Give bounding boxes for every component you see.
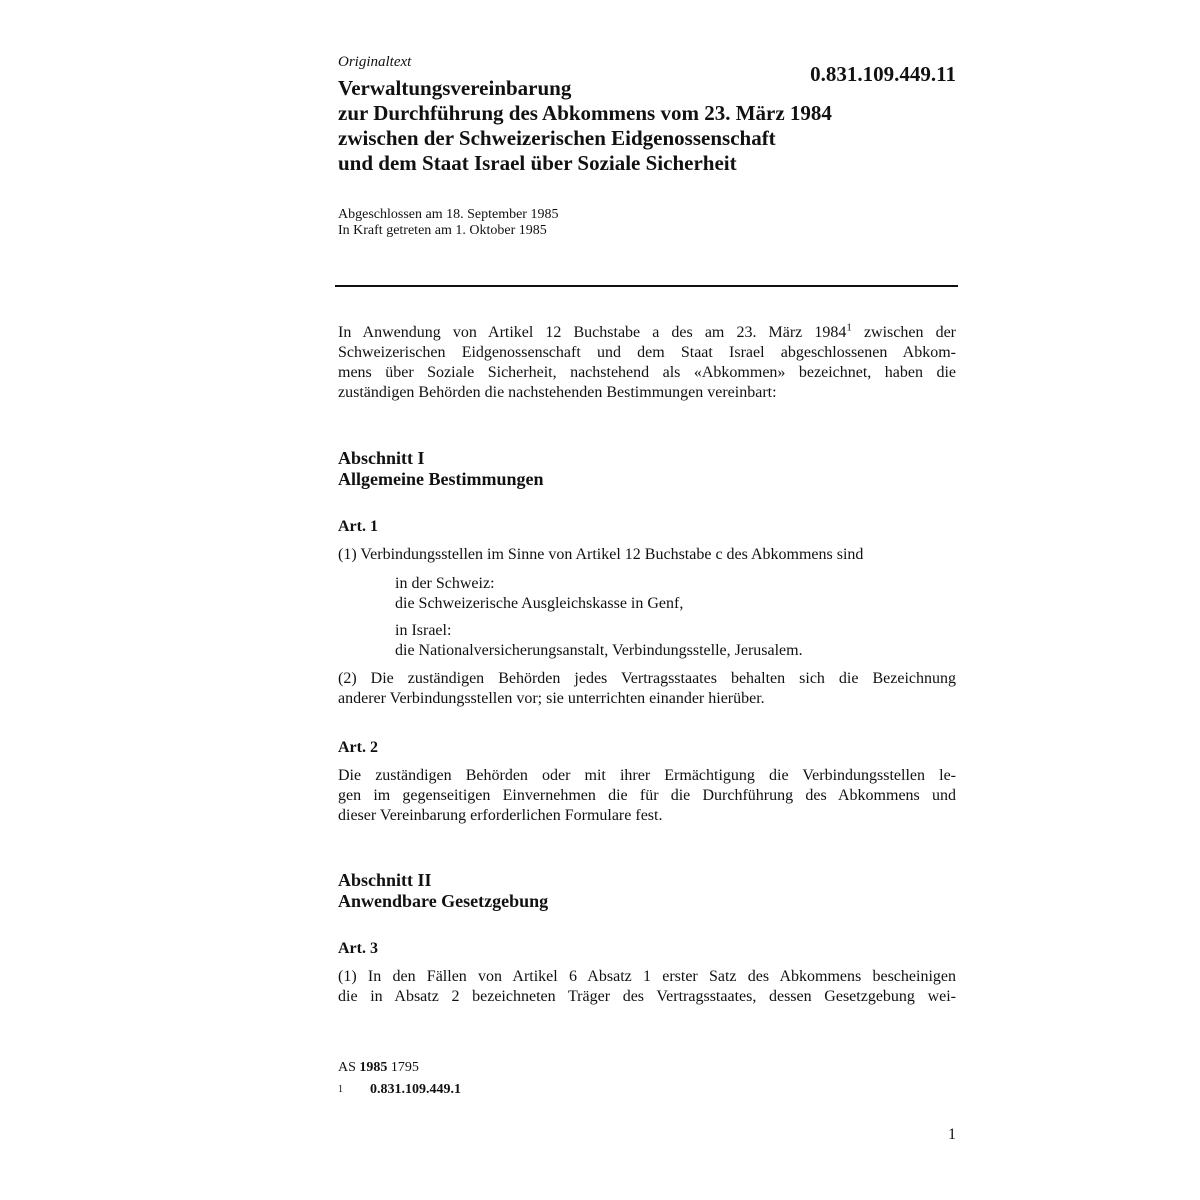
footnote-text[interactable]: 0.831.109.449.1	[370, 1082, 461, 1097]
article-2-text	[338, 766, 956, 826]
preamble-text: zwischen der	[851, 324, 956, 341]
liaison-country: in der Schweiz:	[395, 575, 495, 592]
paragraph-line: (1) Verbindungsstellen im Sinne von Artikel 12 Buchstabe c des Abkommens sind	[338, 546, 864, 563]
preamble-text: In Anwendung von Artikel 12 Buchstabe a des am 23. März 1984	[338, 324, 847, 341]
footnote	[338, 1081, 461, 1099]
title-line: und dem Staat Israel über Soziale Sicherheit	[338, 151, 737, 175]
liaison-switzerland	[395, 574, 683, 614]
section-2-heading	[338, 870, 548, 912]
section-title: Allgemeine Bestimmungen	[338, 469, 544, 489]
article-3-text	[338, 967, 956, 1007]
article-1-paragraph-2	[338, 669, 956, 709]
paragraph-line: (2) Die zuständigen Behörden jedes Vertragsstaates behalten sich die Bezeichnung	[338, 670, 956, 687]
as-prefix: AS	[338, 1060, 360, 1075]
document-title	[338, 76, 938, 176]
title-line: zur Durchführung des Abkommens vom 23. März 1984	[338, 101, 832, 125]
in-force-date: In Kraft getreten am 1. Oktober 1985	[338, 223, 547, 238]
title-line: zwischen der Schweizerischen Eidgenossenschaft	[338, 126, 776, 150]
paragraph-line: (1) In den Fällen von Artikel 6 Absatz 1 erster Satz des Abkommens bescheinigen	[338, 968, 956, 985]
paragraph-line: gen im gegenseitigen Einvernehmen die für die Durchführung des Abkommens und	[338, 787, 956, 804]
paragraph-line: dieser Vereinbarung erforderlichen Formulare fest.	[338, 807, 663, 824]
preamble-line: zuständigen Behörden die nachstehenden Bestimmungen vereinbart:	[338, 384, 777, 401]
page-number: 1	[948, 1126, 956, 1143]
liaison-office: die Nationalversicherungsanstalt, Verbindungsstelle, Jerusalem.	[395, 642, 803, 659]
concluded-date: Abgeschlossen am 18. September 1985	[338, 207, 559, 222]
section-1-heading	[338, 448, 543, 490]
footnote-mark: 1	[338, 1084, 343, 1095]
paragraph-line: anderer Verbindungsstellen vor; sie unterrichten einander hierüber.	[338, 690, 765, 707]
original-text-label: Originaltext	[338, 54, 412, 70]
header-divider	[335, 285, 958, 287]
liaison-israel	[395, 621, 803, 661]
preamble-line: Schweizerischen Eidgenossenschaft und dem Staat Israel abgeschlossenen Abkom-	[338, 344, 956, 361]
as-year: 1985	[359, 1060, 388, 1075]
section-title: Anwendbare Gesetzgebung	[338, 891, 549, 911]
footnote-reference[interactable]: 1	[846, 321, 852, 334]
section-number: Abschnitt I	[338, 448, 425, 468]
dates-block	[338, 207, 558, 239]
title-line: Verwaltungsvereinbarung	[338, 76, 572, 100]
as-page: 1795	[387, 1060, 419, 1075]
preamble-line: mens über Soziale Sicherheit, nachstehend als «Abkommen» bezeichnet, haben die	[338, 364, 956, 381]
article-1-paragraph-1	[338, 545, 956, 565]
preamble	[338, 323, 956, 403]
preamble-line	[338, 323, 956, 343]
paragraph-line: Die zuständigen Behörden oder mit ihrer Ermächtigung die Verbindungsstellen le-	[338, 767, 956, 784]
article-1-heading: Art. 1	[338, 518, 378, 535]
article-3-heading: Art. 3	[338, 940, 378, 957]
sr-number: 0.831.109.449.11	[810, 62, 956, 86]
paragraph-line: die in Absatz 2 bezeichneten Träger des Vertragsstaates, dessen Gesetzgebung wei-	[338, 988, 956, 1005]
section-number: Abschnitt II	[338, 870, 432, 890]
as-reference	[338, 1059, 419, 1077]
liaison-office: die Schweizerische Ausgleichskasse in Genf,	[395, 595, 684, 612]
article-2-heading: Art. 2	[338, 739, 378, 756]
liaison-country: in Israel:	[395, 622, 452, 639]
